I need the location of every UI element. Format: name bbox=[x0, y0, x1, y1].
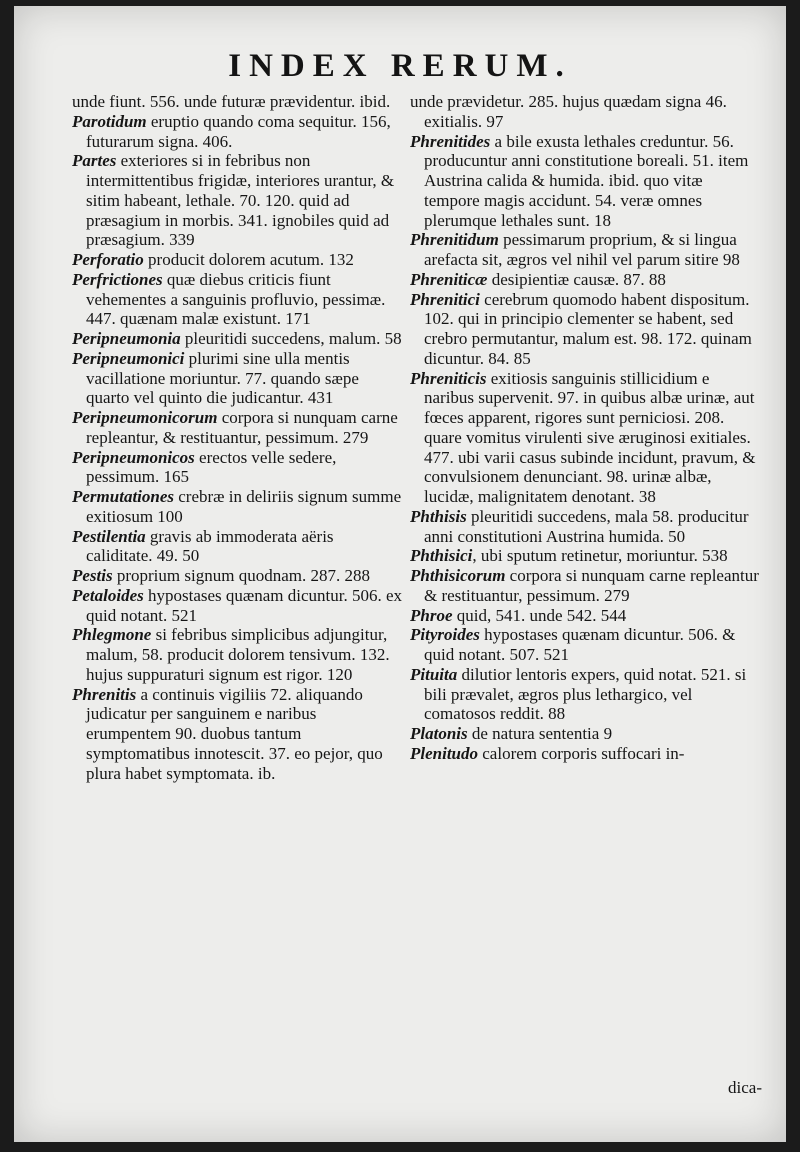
entry-lemma: Phrenitides bbox=[410, 131, 491, 151]
entry-lemma: Permutationes bbox=[72, 487, 175, 506]
entry-lemma: Phroe bbox=[410, 605, 453, 625]
entry-text: cerebrum quomodo habent dispositum. 102. qui in principio clementer se habent, sed crebro permutantur, malum est. 98. 172. quinam dicuntur. 84. 85 bbox=[424, 289, 752, 368]
entry-text: a continuis vigiliis 72. aliquando judicatur per sanguinem e naribus erumpentem 90. duobus tantum symptomatibus innotescit. 37. eo pejor, quo plura habet symptomata. ib. bbox=[86, 684, 383, 783]
index-entry bbox=[72, 685, 404, 784]
index-entry bbox=[410, 369, 762, 507]
entry-text: plurimi sine ulla mentis vacillatione moriuntur. 77. quando sæpe quarto vel quinto die judicantur. 431 bbox=[86, 348, 359, 408]
index-entry bbox=[72, 349, 404, 408]
index-entry bbox=[410, 665, 762, 724]
entry-text: si febribus simplicibus adjungitur, malum, 58. producit dolorem tensivum. 132. hujus suppuraturi signum est rigor. 120 bbox=[86, 625, 390, 684]
entry-lemma: Partes bbox=[72, 151, 117, 171]
index-entry bbox=[72, 151, 404, 250]
entry-text: hypostases quænam dicuntur. 506. & quid notant. 507. 521 bbox=[424, 625, 736, 664]
entry-lemma: Phthisicorum bbox=[410, 566, 506, 585]
entry-lemma: Phthisis bbox=[410, 506, 467, 526]
entry-lemma: Petaloides bbox=[72, 585, 144, 605]
entry-text: exteriores si in febribus non intermittentibus frigidæ, interiores urantur, & sitim habeant, lethale. 70. 120. quid ad præsagium in morbis. 341. ignobiles quid ad præsagium. 339 bbox=[86, 151, 395, 250]
entry-text: a bile exusta lethales creduntur. 56. producuntur anni constitutione boreali. 51. item Austrina calida & humida. ibid. quo vitæ tempore magis accidunt. 54. veræ omnes plerumque lethales sunt. 18 bbox=[424, 131, 749, 230]
index-entry bbox=[410, 270, 762, 290]
entry-lemma: Phreniticis bbox=[410, 368, 487, 388]
entry-lemma: Perforatio bbox=[72, 250, 144, 269]
entry-text: crebræ in deliriis signum summe exitiosum 100 bbox=[86, 487, 402, 526]
entry-lemma: Pestis bbox=[72, 566, 113, 585]
entry-text: pleuritidi succedens, mala 58. producitur anni constitutioni Austrina humida. 50 bbox=[424, 506, 749, 546]
index-entry bbox=[410, 230, 762, 270]
entry-lemma: Pituita bbox=[410, 664, 458, 684]
index-entry bbox=[72, 586, 404, 626]
index-entry bbox=[72, 448, 404, 488]
entry-lemma: Phthisici bbox=[410, 546, 473, 566]
index-entry bbox=[410, 92, 762, 132]
entry-text: hypostases quænam dicuntur. 506. ex quid notant. 521 bbox=[86, 585, 403, 625]
index-page bbox=[14, 6, 786, 1142]
index-entry bbox=[72, 625, 404, 684]
index-entry bbox=[410, 132, 762, 231]
entry-lemma: Parotidum bbox=[72, 111, 147, 131]
entry-lemma: Plenitudo bbox=[410, 743, 479, 763]
entry-text: unde fiunt. 556. unde futuræ prævidentur. ibid. bbox=[72, 92, 391, 111]
index-entry bbox=[410, 625, 762, 665]
index-entry bbox=[410, 566, 762, 606]
entry-text: quæ diebus criticis fiunt vehementes a sanguinis profluvio, pessimæ. 447. quænam malæ existunt. 171 bbox=[86, 269, 386, 329]
entry-text: , ubi sputum retinetur, moriuntur. 538 bbox=[472, 546, 728, 566]
index-entry bbox=[410, 290, 762, 369]
entry-lemma: Perfrictiones bbox=[72, 269, 163, 289]
entry-text: pessimarum proprium, & si lingua arefacta sit, ægros vel nihil vel parum sitire 98 bbox=[424, 230, 740, 269]
entry-text: corpora si nunquam carne repleantur, & restituantur, pessimum. 279 bbox=[86, 408, 398, 447]
entry-text: eruptio quando coma sequitur. 156, futurarum signa. 406. bbox=[86, 111, 391, 151]
entry-lemma: Peripneumonicos bbox=[72, 447, 195, 467]
index-entry bbox=[410, 546, 762, 566]
entry-lemma: Platonis bbox=[410, 724, 468, 743]
entry-lemma: Phreniticæ bbox=[410, 269, 488, 289]
index-entry bbox=[72, 566, 404, 586]
entry-text: quid, 541. unde 542. 544 bbox=[452, 605, 627, 625]
entry-lemma: Peripneumonicorum bbox=[72, 408, 218, 427]
index-entry bbox=[72, 487, 404, 527]
index-entry bbox=[410, 744, 762, 764]
entry-text: gravis ab immoderata aëris caliditate. 49. 50 bbox=[86, 526, 334, 566]
index-entry bbox=[72, 270, 404, 329]
entry-lemma: Peripneumonici bbox=[72, 348, 185, 368]
index-entry bbox=[410, 724, 762, 744]
left-column bbox=[72, 92, 404, 783]
index-entry bbox=[72, 329, 404, 349]
entry-text: de natura sententia 9 bbox=[467, 724, 613, 743]
entry-text: calorem corporis suffocari in- bbox=[478, 743, 685, 763]
entry-text: pleuritidi succedens, malum. 58 bbox=[180, 329, 402, 348]
right-column bbox=[410, 92, 762, 764]
entry-text: desipientiæ causæ. 87. 88 bbox=[487, 269, 666, 289]
index-entry bbox=[410, 507, 762, 547]
entry-text: corpora si nunquam carne repleantur & restituantur, pessimum. 279 bbox=[424, 566, 759, 605]
entry-lemma: Phrenitis bbox=[72, 684, 137, 704]
entry-text: erectos velle sedere, pessimum. 165 bbox=[86, 447, 337, 487]
catchword-wrap bbox=[410, 1078, 762, 1098]
entry-lemma: Peripneumonia bbox=[72, 329, 181, 348]
entry-text: dilutior lentoris expers, quid notat. 521. si bili prævalet, ægros plus lethargico, vel comatosos reddit. 88 bbox=[424, 664, 747, 724]
entry-lemma: Phrenitidum bbox=[410, 230, 499, 250]
index-entry bbox=[410, 606, 762, 626]
entry-lemma: Phlegmone bbox=[72, 625, 152, 645]
entry-text: proprium signum quodnam. 287. 288 bbox=[112, 566, 370, 585]
index-entry bbox=[72, 408, 404, 448]
catchword: dica- bbox=[728, 1078, 762, 1098]
index-entry bbox=[72, 112, 404, 152]
entry-lemma: Pityroides bbox=[410, 625, 480, 645]
index-entry bbox=[72, 92, 404, 112]
index-entry bbox=[72, 250, 404, 270]
index-entry bbox=[72, 527, 404, 567]
entry-text: unde prævidetur. 285. hujus quædam signa 46. exitialis. 97 bbox=[410, 92, 727, 131]
entry-text: producit dolorem acutum. 132 bbox=[143, 250, 354, 269]
entry-text: exitiosis sanguinis stillicidium e naribus supervenit. 97. in quibus albæ urinæ, aut fœces apparent, rigores sunt perniciosi. 208. quare vomitus virulenti sive æruginosi exitiales. 477. ubi varii casus subinde incidunt, pravum, & convulsionem denunciant. 98. urinæ albæ, lucidæ, malignitatem denotant. 38 bbox=[424, 368, 756, 506]
entry-lemma: Phrenitici bbox=[410, 289, 480, 309]
page-title: INDEX RERUM. bbox=[228, 48, 572, 84]
entry-lemma: Pestilentia bbox=[72, 526, 146, 546]
